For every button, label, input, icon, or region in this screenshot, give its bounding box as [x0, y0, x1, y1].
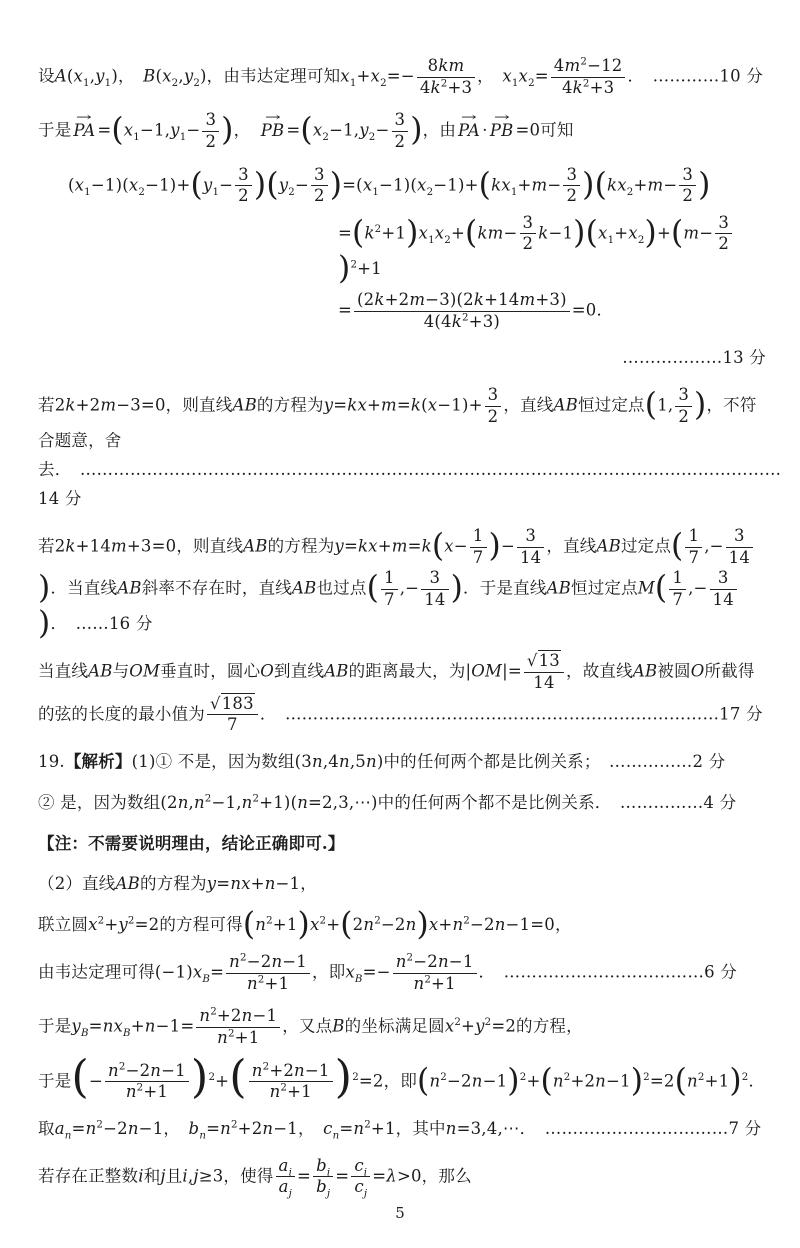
fraction: $\frac{1}{7}$	[470, 526, 487, 568]
vector-overarrow: PA →	[73, 116, 95, 146]
line-case1-14: 若2k+2m−3=0，则直线AB的方程为y=kx+m=k(x−1)+ $\frac{3}{2}$ ，直线AB恒过定点(1, $\frac{3}{2}$ )，不符合题意，舍去． ………………………………………………………………………………………………………………14 分	[38, 385, 782, 508]
fraction: $\frac{b_i}{b_j}$	[313, 1156, 333, 1198]
fraction: $\frac{1}{7}$	[685, 526, 702, 568]
line-vieta-10: 设$A(x_1,y_1)$， $B(x_2,y_2)$，由韦达定理可知$x_1+x_2=-$ $\frac{8km}{4k^2+3}$ ， $x_1x_2=$ $\frac{4m^2-12}{4k^2+3}$ ． …………10 分	[38, 56, 763, 97]
line-vieta-6: 由韦达定理可得$(-1)x_B=$ $\frac{n^2-2n-1}{n^2+1}$ ，即$x_B=-$ $\frac{n^2-2n-1}{n^2+1}$ ． ………………………………6 分	[38, 952, 737, 993]
fraction: $\frac{3}{14}$	[421, 568, 448, 610]
vector-overarrow: PA →	[458, 116, 480, 146]
line-squares: 于是(− $\frac{n^2-2n-1}{n^2+1}$ )$^2$+( $\frac{n^2+2n-1}{n^2+1}$ )$^2$=2，即$(n^2-2n-1)^2+(n^2+2n-1)^2=2(n^2+1)^2$．	[38, 1050, 766, 1103]
line-q19-part1-2: 19.【解析】(1)① 不是，因为数组(3n,4n,5n)中的任何两个都是比例关系； ……………2 分	[38, 751, 726, 771]
fraction: $\frac{n^2-2n-1}{n^2+1}$	[105, 1061, 189, 1103]
fraction: $\frac{3}{2}$	[675, 385, 692, 427]
fraction: $\frac{4m^2-12}{4k^2+3}$	[551, 56, 626, 98]
sqrt-radical: √13	[526, 651, 561, 671]
fraction: $\frac{n^2+2n-1}{n^2+1}$	[196, 1006, 280, 1048]
fraction: $\frac{1}{7}$	[381, 568, 398, 610]
fraction: $\frac{n^2-2n-1}{n^2+1}$	[226, 952, 310, 994]
fraction: $\frac{3}{2}$	[485, 385, 502, 427]
fraction: $\frac{3}{2}$	[202, 110, 219, 152]
line-eq-expand-2: $=(k^2+1)x_1x_2+(km-$ $\frac{3}{2}$ $k-1)(x_1+x_2)+(m-$ $\frac{3}{2}$ )$^2$+1	[38, 213, 766, 284]
fraction: $\frac{3}{2}$	[311, 165, 328, 207]
fraction: $\frac{a_i}{a_j}$	[276, 1156, 296, 1198]
line-q19-part1-4: ② 是，因为数组$(2n,n^2-1,n^2+1)(n=2,3,\cdots)$中的任何两个都不是比例关系． ……………4 分	[38, 792, 737, 812]
fraction: $\frac{3}{14}$	[710, 568, 737, 610]
fraction: $\frac{n^2+2n-1}{n^2+1}$	[249, 1061, 333, 1103]
line-case2-16: 若2k+14m+3=0，则直线AB的方程为y=kx+m=k(x− $\frac{1}{7}$ )− $\frac{3}{14}$ ，直线AB过定点( $\frac{1}{7}$ ,− $\frac{3}{14}$ )．当直线AB斜率不存在时，直线AB也过点( $\frac{1}{7}$ ,− $\frac{3}{14}$ )．于是直线AB恒过定点M( $\frac{1}{7}$ ,− $\frac{3}{14}$ )． ……16 分	[38, 526, 766, 639]
line-score-13: ………………13 分	[622, 348, 766, 368]
fraction: $\frac{3}{2}$	[392, 110, 409, 152]
fraction: $\frac{3}{2}$	[679, 165, 696, 207]
fraction: $\frac{1}{7}$	[669, 568, 686, 610]
fraction: $\frac{c_i}{c_j}$	[351, 1156, 370, 1198]
fraction: $\frac{√183}{7}$	[207, 694, 258, 736]
sqrt-radical: √183	[210, 693, 254, 713]
fraction: $\frac{3}{2}$	[520, 213, 537, 255]
fraction: $\frac{3}{2}$	[563, 165, 580, 207]
fraction: $\frac{3}{2}$	[235, 165, 252, 207]
fraction: $\frac{8km}{4k^2+3}$	[417, 56, 475, 98]
line-eq-expand-1: $(x_1-1)(x_2-1)+(y_1-$ $\frac{3}{2}$ )($y_2-$ $\frac{3}{2}$ )$=(x_1-1)(x_2-1)+(kx_1+m-$ $\frac{3}{2}$ )($kx_2+m-$ $\frac{3}{2}$ )	[68, 164, 711, 206]
line-abc-7: 取$a_n=n^2-2n-1$， $b_n=n^2+2n-1$， $c_n=n^2+1$，其中n=3,4,⋯． ……………………………7 分	[38, 1118, 762, 1142]
fraction: $\frac{(2k+2m-3)(2k+14m+3)}{4(4k^2+3)}$	[354, 290, 570, 332]
fraction: $\frac{3}{14}$	[726, 526, 753, 568]
line-joint: 联立圆$x^2+y^2=2$的方程可得$(n^2+1)x^2+(2n^2-2n)x+n^2-2n-1=0$，	[38, 906, 572, 943]
line-part2-eq: （2）直线AB的方程为y=nx+n−1，	[38, 874, 317, 894]
line-chord-17: 当直线AB与OM垂直时，圆心O到直线AB的距离最大，为|OM|= $\frac{√13}{14}$ ，故直线AB被圆O所截得的弦的长度的最小值为 $\frac{√183}{7}$ ． ……………………………………………………………………17 分	[38, 651, 763, 735]
vector-overarrow: PB →	[490, 116, 514, 146]
line-eq-expand-3: = $\frac{(2k+2m-3)(2k+14m+3)}{4(4k^2+3)}$ =0．	[338, 289, 614, 331]
vector-overarrow: PB →	[261, 116, 285, 146]
fraction: $\frac{n^2-2n-1}{n^2+1}$	[393, 952, 477, 994]
page-number: 5	[395, 1204, 405, 1222]
fraction: $\frac{√13}{14}$	[524, 651, 564, 693]
line-yb: 于是$y_B=nx_B+n-1=$ $\frac{n^2+2n-1}{n^2+1}$ ，又点B的坐标满足圆$x^2+y^2=2$的方程，	[38, 1006, 583, 1047]
fraction: $\frac{3}{2}$	[715, 213, 732, 255]
line-ratio: 若存在正整数i和j且i,j≥3，使得 $\frac{a_i}{a_j}$ = $\frac{b_i}{b_j}$ = $\frac{c_i}{c_j}$ =λ>0，那么	[38, 1155, 472, 1200]
line-note: 【注：不需要说明理由，结论正确即可.】	[38, 833, 345, 853]
line-vectors: 于是 PA → $=(x_1-1,y_1-$ $\frac{3}{2}$ )， PB → $=(x_2-1,y_2-$ $\frac{3}{2}$ )，由 PA → ⋅ PB → =0可知	[38, 110, 766, 152]
fraction: $\frac{3}{14}$	[517, 526, 544, 568]
